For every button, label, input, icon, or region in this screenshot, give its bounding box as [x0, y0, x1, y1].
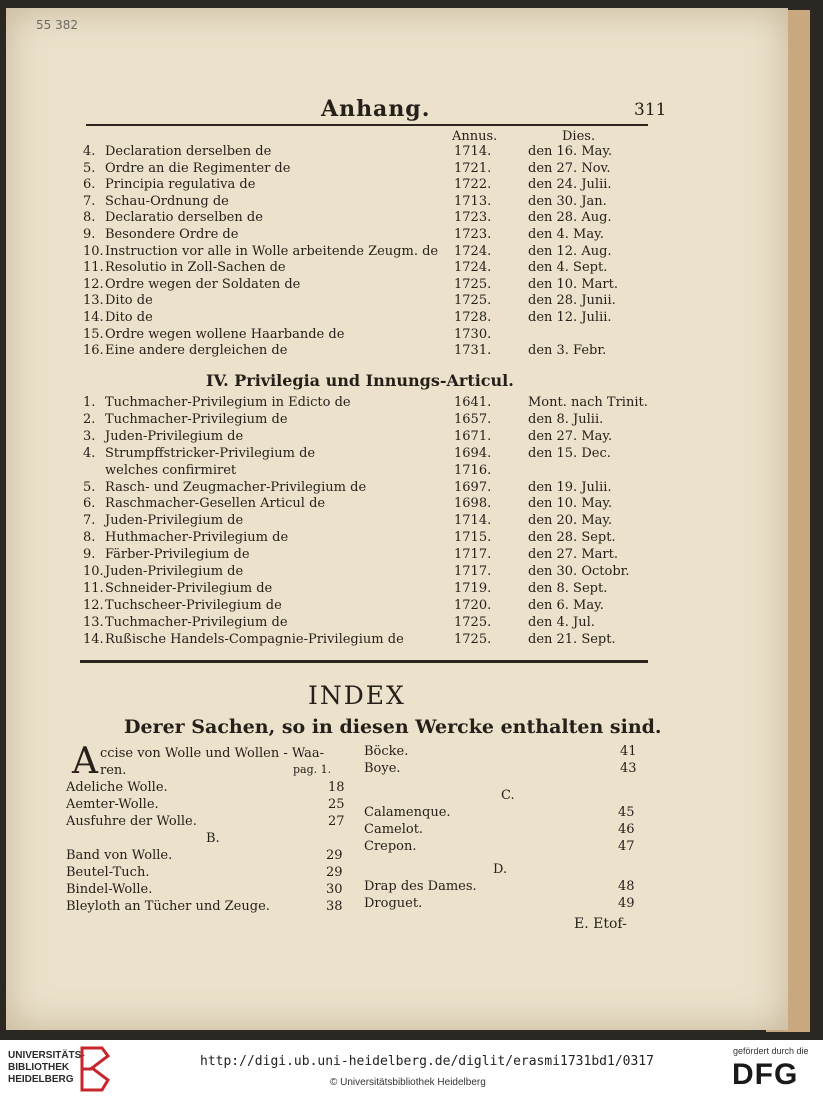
row-num: 16.: [83, 343, 104, 359]
index-page-number: 27: [328, 814, 345, 829]
index-page-number: 47: [618, 839, 635, 854]
row-date: den 28. Sept.: [528, 530, 616, 546]
table-row: [6, 581, 786, 598]
row-date: den 21. Sept.: [528, 631, 616, 647]
table-row: [6, 277, 786, 294]
index-entry: Aemter-Wolle.: [66, 797, 159, 812]
row-num: 14.: [83, 310, 104, 325]
table-row: [6, 310, 786, 327]
page-number: 311: [634, 100, 667, 120]
row-date: den 19. Julii.: [528, 479, 612, 495]
row-label: Ordre wegen der Soldaten de: [105, 276, 301, 292]
row-label: Huthmacher-Privilegium de: [105, 530, 289, 546]
index-page-number: 30: [326, 882, 343, 897]
index-page-accise: pag. 1.: [293, 763, 332, 776]
index-entry: Band von Wolle.: [66, 848, 173, 863]
row-label: Färber-Privilegium de: [105, 547, 250, 563]
row-year: 1641.: [454, 395, 492, 410]
library-emblem-icon: [78, 1046, 112, 1092]
row-num: 7.: [83, 513, 96, 529]
row-num: 13.: [83, 614, 104, 630]
row-year: 1671.: [454, 428, 492, 444]
table-row: [6, 395, 786, 412]
index-subtitle: Derer Sachen, so in diesen Wercke enthalten sind.: [124, 716, 662, 738]
row-year: 1722.: [454, 177, 492, 193]
index-page-number: 49: [618, 896, 635, 911]
table-row: [6, 177, 786, 194]
row-label: Tuchmacher-Privilegium in Edicto de: [105, 395, 351, 410]
table-row: [6, 327, 786, 344]
row-year: 1723.: [454, 227, 492, 242]
table-row: [6, 210, 786, 227]
row-date: den 12. Julii.: [528, 310, 612, 325]
row-num: 1.: [83, 395, 96, 410]
index-letter-c: C.: [501, 788, 515, 803]
pencil-note: 55 382: [36, 18, 78, 32]
row-year: 1694.: [454, 445, 492, 461]
index-entry: Droguet.: [364, 896, 423, 911]
index-page-number: 38: [326, 899, 343, 914]
index-page-number: 48: [618, 879, 635, 894]
table-row: [6, 412, 786, 429]
row-date: den 16. May.: [528, 144, 613, 159]
index-entry: Drap des Dames.: [364, 879, 477, 894]
index-entry: Boye.: [364, 761, 401, 776]
row-date: den 28. Aug.: [528, 210, 612, 226]
row-num: 13.: [83, 293, 104, 309]
index-page-number: 45: [618, 805, 635, 820]
viewer-footer: [0, 1040, 823, 1099]
row-label: Juden-Privilegium de: [105, 428, 244, 444]
index-entry: Bindel-Wolle.: [66, 882, 153, 897]
table-row: [6, 244, 786, 261]
row-year: 1697.: [454, 479, 492, 495]
library-logo-text: UNIVERSITÄTS- BIBLIOTHEK HEIDELBERG: [8, 1050, 85, 1085]
row-num: 3.: [83, 428, 96, 444]
row-label: Tuchmacher-Privilegium de: [105, 614, 288, 630]
row-label: Schneider-Privilegium de: [105, 580, 273, 596]
row-label: Besondere Ordre de: [105, 227, 239, 242]
index-letter-d: D.: [493, 862, 508, 877]
table-row: [6, 632, 786, 649]
row-date: den 20. May.: [528, 513, 613, 529]
row-year: 1717.: [454, 547, 492, 563]
table-row: [6, 598, 786, 615]
row-num: 5.: [83, 160, 96, 176]
table-row: [6, 144, 786, 161]
row-label: Declaration derselben de: [105, 144, 272, 159]
row-year: 1724.: [454, 243, 492, 259]
row-label: Tuchmacher-Privilegium de: [105, 411, 288, 427]
table-row: [6, 547, 786, 564]
table-row: [6, 480, 786, 497]
row-year: 1714.: [454, 513, 492, 529]
row-date: den 15. Dec.: [528, 445, 611, 461]
row-label: Dito de: [105, 293, 153, 309]
row-num: 6.: [83, 177, 96, 193]
row-num: 12.: [83, 276, 104, 292]
row-label: Ordre wegen wollene Haarbande de: [105, 326, 345, 342]
copyright-note: © Universitätsbibliothek Heidelberg: [330, 1077, 486, 1088]
index-page-number: 29: [326, 865, 343, 880]
table-row: [6, 194, 786, 211]
row-year: 1730.: [454, 326, 492, 342]
row-date: den 8. Julii.: [528, 411, 604, 427]
dfg-logo: DFG: [732, 1058, 799, 1091]
row-num: 9.: [83, 227, 96, 242]
index-page-number: 25: [328, 797, 345, 812]
funding-note: gefördert durch die: [733, 1046, 809, 1056]
row-date: den 10. Mart.: [528, 276, 618, 292]
index-entry: Ausfuhre der Wolle.: [66, 814, 197, 829]
row-label: welches confirmiret: [105, 462, 237, 478]
row-date: den 4. Sept.: [528, 260, 608, 276]
row-date: den 27. May.: [528, 428, 613, 444]
index-entry: Crepon.: [364, 839, 417, 854]
row-num: 9.: [83, 547, 96, 563]
table-row: [6, 161, 786, 178]
row-date: den 27. Mart.: [528, 547, 618, 563]
row-year: 1713.: [454, 193, 492, 209]
row-year: 1714.: [454, 144, 492, 159]
row-num: 10.: [83, 564, 104, 579]
index-entry-accise-cont: ren.: [100, 763, 127, 778]
row-label: Instruction vor alle in Wolle arbeitende Zeugm. de: [105, 243, 439, 259]
row-date: den 24. Julii.: [528, 177, 612, 193]
table-row: [6, 260, 786, 277]
index-entry-accise: ccise von Wolle und Wollen - Waa-: [100, 746, 325, 761]
row-date: Mont. nach Trinit.: [528, 395, 648, 410]
index-page-number: 46: [618, 822, 635, 837]
row-label: Tuchscheer-Privilegium de: [105, 597, 282, 613]
row-label: Declaratio derselben de: [105, 210, 263, 226]
header-rule: [86, 124, 648, 126]
book-page: [6, 8, 788, 1030]
index-entry: Adeliche Wolle.: [66, 780, 168, 795]
row-label: Schau-Ordnung de: [105, 193, 229, 209]
index-entry: Beutel-Tuch.: [66, 865, 150, 880]
index-entry: Bleyloth an Tücher und Zeuge.: [66, 899, 270, 914]
row-year: 1715.: [454, 530, 492, 546]
row-year: 1725.: [454, 631, 492, 647]
row-num: 14.: [83, 631, 104, 647]
row-num: 10.: [83, 243, 104, 259]
col-annus: Annus.: [452, 129, 498, 144]
row-label: Eine andere dergleichen de: [105, 343, 288, 359]
row-num: 11.: [83, 260, 104, 276]
row-date: den 8. Sept.: [528, 580, 608, 596]
index-page-number: 43: [620, 761, 637, 776]
row-year: 1731.: [454, 343, 492, 359]
row-label: Principia regulativa de: [105, 177, 256, 193]
row-date: den 28. Junii.: [528, 293, 616, 309]
row-num: 11.: [83, 580, 104, 596]
table-row: [6, 446, 786, 463]
row-label: Rußische Handels-Compagnie-Privilegium de: [105, 631, 404, 647]
index-letter-b: B.: [206, 831, 220, 846]
row-year: 1721.: [454, 160, 492, 176]
row-num: 8.: [83, 210, 96, 226]
row-label: Strumpffstricker-Privilegium de: [105, 445, 316, 461]
row-label: Rasch- und Zeugmacher-Privilegium de: [105, 479, 367, 495]
row-year: 1725.: [454, 614, 492, 630]
index-title: INDEX: [308, 681, 406, 710]
row-year: 1723.: [454, 210, 492, 226]
index-page-number: 41: [620, 744, 637, 759]
row-year: 1717.: [454, 564, 492, 579]
row-label: Ordre an die Regimenter de: [105, 160, 291, 176]
index-page-number: 29: [326, 848, 343, 863]
row-date: den 30. Octobr.: [528, 564, 630, 579]
row-label: Dito de: [105, 310, 153, 325]
row-date: den 30. Jan.: [528, 193, 607, 209]
row-num: 2.: [83, 411, 96, 427]
row-year: 1725.: [454, 293, 492, 309]
row-date: den 27. Nov.: [528, 160, 611, 176]
row-num: 6.: [83, 496, 96, 512]
row-date: den 3. Febr.: [528, 343, 607, 359]
row-num: 15.: [83, 326, 104, 342]
index-entry: Böcke.: [364, 744, 409, 759]
table-row: [6, 227, 786, 244]
table-row: [6, 496, 786, 513]
row-num: 8.: [83, 530, 96, 546]
row-year: 1724.: [454, 260, 492, 276]
row-year: 1728.: [454, 310, 492, 325]
table-row: [6, 293, 786, 310]
row-label: Resolutio in Zoll-Sachen de: [105, 260, 286, 276]
row-label: Juden-Privilegium de: [105, 564, 244, 579]
table-row: [6, 343, 786, 360]
row-num: 5.: [83, 479, 96, 495]
initial-letter-a: A: [72, 741, 98, 782]
running-head: Anhang.: [321, 96, 431, 122]
row-num: 12.: [83, 597, 104, 613]
row-year: 1725.: [454, 276, 492, 292]
index-rule: [80, 660, 648, 663]
section-heading: IV. Privilegia und Innungs-Articul.: [206, 371, 514, 390]
table-row: [6, 513, 786, 530]
table-row: [6, 564, 786, 581]
row-date: den 10. May.: [528, 496, 613, 512]
row-year: 1719.: [454, 580, 492, 596]
row-year: 1716.: [454, 462, 492, 478]
row-year: 1698.: [454, 496, 492, 512]
table-row: [6, 429, 786, 446]
table-row: [6, 615, 786, 632]
row-year: 1720.: [454, 597, 492, 613]
table-row: [6, 530, 786, 547]
row-date: den 6. May.: [528, 597, 604, 613]
index-entry: Calamenque.: [364, 805, 451, 820]
index-entry: Camelot.: [364, 822, 424, 837]
catchword: E. Etof-: [574, 916, 627, 932]
row-label: Juden-Privilegium de: [105, 513, 244, 529]
index-page-number: 18: [328, 780, 345, 795]
row-date: den 4. Jul.: [528, 614, 595, 630]
row-num: 7.: [83, 193, 96, 209]
row-num: 4.: [83, 445, 96, 461]
row-label: Raschmacher-Gesellen Articul de: [105, 496, 326, 512]
col-dies: Dies.: [562, 129, 596, 144]
row-num: 4.: [83, 144, 96, 159]
row-year: 1657.: [454, 411, 492, 427]
row-date: den 12. Aug.: [528, 243, 612, 259]
table-row: [6, 463, 786, 480]
permalink-url[interactable]: http://digi.ub.uni-heidelberg.de/diglit/erasmi1731bd1/0317: [200, 1054, 654, 1069]
row-date: den 4. May.: [528, 227, 604, 242]
